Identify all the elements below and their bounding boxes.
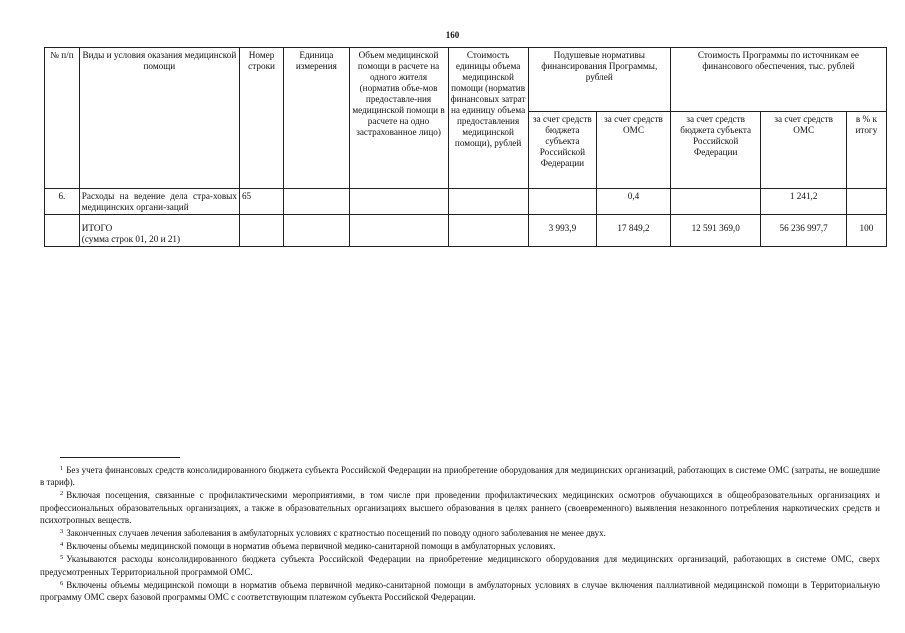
header-volume: Объем медицинской помощи в расчете на одного жителя (норматив объе-мов предоставле-ния медицинской помощи в расчете на одно застрахованное лицо) [349,48,448,189]
row-num: 6. [45,189,80,215]
footnote-text: Без учета финансовых средств консолидированного бюджета субъекта Российской Федерации на приобретение оборудования для медицинских организаций, работающих в системе ОМС (затраты, не вошедшие в тариф). [40,465,880,488]
row-prog-budget [670,189,761,215]
total-prog-budget: 12 591 369,0 [670,215,761,247]
total-prog-pct: 100 [846,215,886,247]
row-line: 65 [239,189,283,215]
row-volume [349,189,448,215]
footnote-text: Указываются расходы консолидированного бюджета субъекта Российской Федерации на приобретение медицинского оборудования для медицинских организаций, работающих в системе ОМС, сверх предусмотренных Территориальной программой ОМС. [40,554,880,577]
row-unit [284,189,349,215]
header-prog-budget: за счет средств бюджета субъекта Российской Федерации [670,112,761,189]
footnote-text: Включены объемы медицинской помощи в норматив объема первичной медико-санитарной помощи в амбулаторных условиях. [66,541,556,552]
footnote [40,488,880,526]
footnote-text: Включены объемы медицинской помощи в норматив объема первичной медико-санитарной помощи в амбулаторных условиях в случае включения паллиативной медицинской помощи в Территориальную программу ОМС сверх базовой программы ОМС с соответствующим платежом субъекта Российской Федерации. [40,579,880,603]
header-pc-oms: за счет средств ОМС [597,112,671,189]
table-row [45,189,887,215]
footnote [40,526,880,539]
footnote [40,552,880,577]
footnote-text: Включая посещения, связанные с профилактическими мероприятиями, в том числе при проведении профилактических медицинских осмотров обучающихся в общеобразовательных организациях и профессиональных образовательных организациях, а также в образовательных организациях высшего образования в целях раннего (своевременного) выявления незаконного потребления наркотических средств и психотропных веществ. [40,490,880,525]
header-pc-budget: за счет средств бюджета субъекта Российской Федерации [528,112,596,189]
row-cost [448,189,528,215]
header-prog-oms: за счет средств ОМС [761,112,846,189]
total-pc-oms: 17 849,2 [597,215,671,247]
footnote [40,463,880,488]
page-number: 160 [445,30,460,40]
header-unit: Единица измерения [284,48,349,189]
row-kind: Расходы на ведение дела стра-ховых медицинских органи-заций [79,189,239,215]
program-cost-table [44,47,887,247]
footnote-marker: 2 [60,490,64,498]
footnote-marker: 6 [60,579,64,587]
total-row [45,215,887,247]
footnote [40,539,880,552]
header-program-cost: Стоимость Программы по источникам ее финансового обеспечения, тыс. рублей [670,48,886,112]
footnotes [40,463,880,603]
total-prog-oms: 56 236 997,7 [761,215,846,247]
footnote-separator [60,457,180,458]
row-pc-oms: 0,4 [597,189,671,215]
footnote-marker: 5 [60,554,64,562]
total-pc-budget: 3 993,9 [528,215,596,247]
header-line-no: Номер строки [239,48,283,189]
footnote-marker: 4 [60,541,64,549]
header-prog-pct: в % к итогу [846,112,886,189]
footnote-marker: 3 [60,528,64,536]
row-prog-oms: 1 241,2 [761,189,846,215]
header-per-capita: Подушевые нормативы финансирования Программы, рублей [528,48,670,112]
header-cost: Стоимость единицы объема медицинской помощи (норматив финансовых затрат на единицу объема предоставления медицинской помощи), рублей [448,48,528,189]
row-prog-pct [846,189,886,215]
header-num: № п/п [45,48,80,189]
footnote [40,578,880,603]
total-sublabel: (сумма строк 01, 20 и 21) [81,234,181,244]
header-kinds: Виды и условия оказания медицинской помощи [79,48,239,189]
row-pc-budget [528,189,596,215]
footnote-text: Законченных случаев лечения заболевания в амбулаторных условиях с кратностью посещений по поводу одного заболевания не менее двух. [66,528,606,539]
total-label: ИТОГО [81,223,113,233]
footnote-marker: 1 [60,465,64,472]
